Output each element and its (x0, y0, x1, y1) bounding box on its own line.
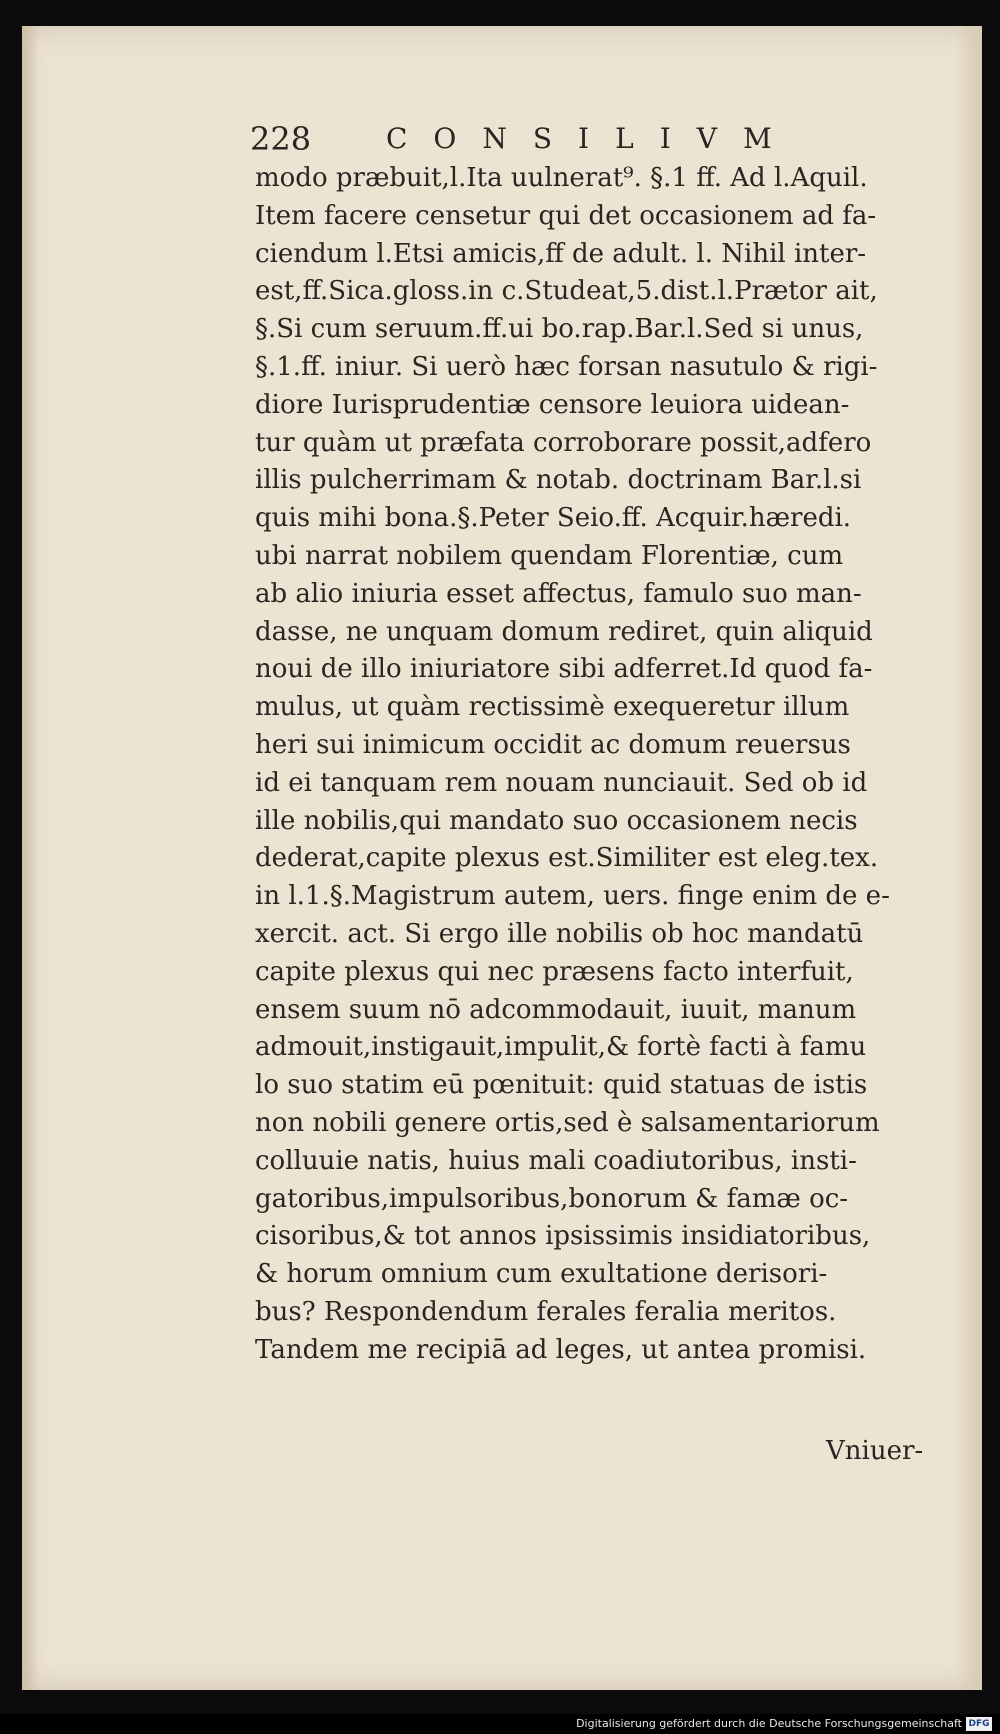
text-line: tur quàm ut præfata corroborare possit,adfero (255, 427, 872, 458)
text-line: est,ff.Sica.gloss.in c.Studeat,5.dist.l.Prætor ait, (255, 276, 878, 307)
page-gutter-shadow (22, 26, 38, 1690)
text-line: id ei tanquam rem nouam nunciauit. Sed ob id (255, 767, 868, 798)
catchword: Vniuer- (826, 1436, 924, 1466)
body-text (255, 160, 945, 1370)
text-line: non nobili genere ortis,sed è salsamentariorum (255, 1107, 880, 1138)
text-line: dederat,capite plexus est.Similiter est eleg.tex. (255, 843, 879, 874)
text-line: bus? Respondendum ferales feralia meritos. (255, 1296, 837, 1327)
text-line: ubi narrat nobilem quendam Florentiæ, cum (255, 540, 844, 571)
text-line: heri sui inimicum occidit ac domum reuersus (255, 729, 851, 760)
page-edge-shadow (956, 26, 982, 1690)
text-line: quis mihi bona.§.Peter Seio.ff. Acquir.hæredi. (255, 503, 852, 534)
digitization-note: Digitalisierung gefördert durch die Deutsche Forschungsgemeinschaft (576, 1717, 962, 1730)
text-line: Item facere censetur qui det occasionem ad fa- (255, 200, 877, 231)
text-line: cisoribus,& tot annos ipsissimis insidiatoribus, (255, 1221, 871, 1252)
text-line: noui de illo iniuriatore sibi adferret.Id quod fa- (255, 654, 873, 685)
text-line: lo suo statim eū pœnituit: quid statuas de istis (255, 1070, 868, 1101)
text-line: modo præbuit,l.Ita uulnerat⁹. §.1 ff. Ad l.Aquil. (255, 163, 868, 193)
text-line: ille nobilis,qui mandato suo occasionem necis (255, 805, 858, 836)
text-line: ab alio iniuria esset affectus, famulo suo man- (255, 578, 862, 609)
text-line: dasse, ne unquam domum rediret, quin aliquid (255, 616, 873, 647)
text-line: in l.1.§.Magistrum autem, uers. finge enim de e- (255, 881, 890, 912)
text-line: gatoribus,impulsoribus,bonorum & famæ oc- (255, 1183, 849, 1214)
text-line: §.Si cum seruum.ff.ui bo.rap.Bar.l.Sed si unus, (255, 314, 864, 345)
text-line: capite plexus qui nec præsens facto interfuit, (255, 956, 854, 987)
text-line: ensem suum nō adcommodauit, iuuit, manum (255, 994, 857, 1025)
running-head (250, 117, 890, 161)
text-line: mulus, ut quàm rectissimè exequeretur illum (255, 692, 850, 723)
text-line: illis pulcherrimam & notab. doctrinam Bar.l.si (255, 465, 862, 496)
text-line: diore Iurisprudentiæ censore leuiora uidean- (255, 389, 850, 420)
text-line: admouit,instigauit,impulit,& fortè facti à famu (255, 1032, 867, 1063)
page-number: 228 (250, 120, 312, 158)
text-line: Tandem me recipiā ad leges, ut antea promisi. (255, 1334, 867, 1365)
text-line: §.1.ff. iniur. Si uerò hæc forsan nasutulo & rigi- (255, 351, 878, 382)
running-title: CONSILIVM (386, 122, 798, 155)
text-line: colluuie natis, huius mali coadiutoribus, insti- (255, 1145, 857, 1176)
text-line: & horum omnium cum exultatione derisori- (255, 1259, 828, 1290)
dfg-logo: DFG (966, 1717, 992, 1731)
text-line: ciendum l.Etsi amicis,ff de adult. l. Nihil inter- (255, 238, 867, 269)
text-line: xercit. act. Si ergo ille nobilis ob hoc mandatū (255, 918, 864, 949)
